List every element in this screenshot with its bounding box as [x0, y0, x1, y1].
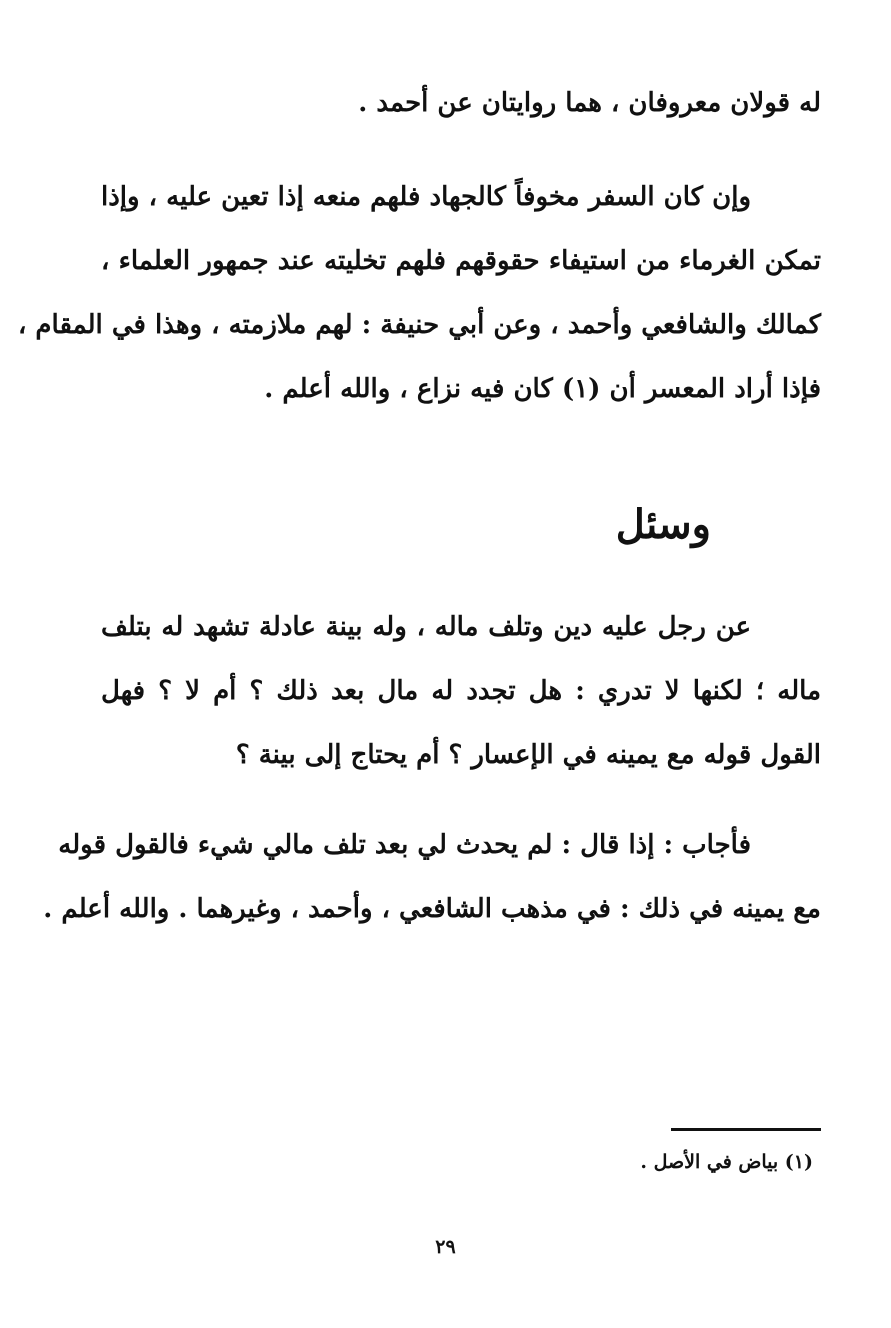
paragraph-4-line-2: مع يمينه في ذلك : في مذهب الشافعي ، وأحمد ، وغيرهما . والله أعلم .: [43, 894, 821, 924]
paragraph-1-line-1: له قولان معروفان ، هما روايتان عن أحمد .: [358, 88, 821, 118]
page-number: ٢٩: [435, 1236, 456, 1258]
footnote-separator: [671, 1128, 821, 1131]
paragraph-2-line-2: تمكن الغرماء من استيفاء حقوقهم فلهم تخليته عند جمهور العلماء ،: [101, 246, 821, 276]
paragraph-3-line-3: القول قوله مع يمينه في الإعسار ؟ أم يحتاج إلى بينة ؟: [235, 740, 821, 770]
paragraph-2-line-1: وإن كان السفر مخوفاً كالجهاد فلهم منعه إذا تعين عليه ، وإذا: [101, 182, 751, 212]
paragraph-3-line-2: ماله ؛ لكنها لا تدري : هل تجدد له مال بعد ذلك ؟ أم لا ؟ فهل: [101, 676, 821, 706]
paragraph-2-line-3: كمالك والشافعي وأحمد ، وعن أبي حنيفة : لهم ملازمته ، وهذا في المقام ،: [17, 310, 821, 340]
paragraph-4-line-1: فأجاب : إذا قال : لم يحدث لي بعد تلف مالي شيء فالقول قوله: [58, 830, 751, 860]
section-heading: وسئل: [615, 501, 711, 548]
paragraph-2-line-4: فإذا أراد المعسر أن (١) كان فيه نزاع ، والله أعلم .: [264, 374, 821, 404]
paragraph-3-line-1: عن رجل عليه دين وتلف ماله ، وله بينة عادلة تشهد له بتلف: [101, 612, 751, 642]
footnote: (١) بياض في الأصل .: [640, 1151, 813, 1173]
